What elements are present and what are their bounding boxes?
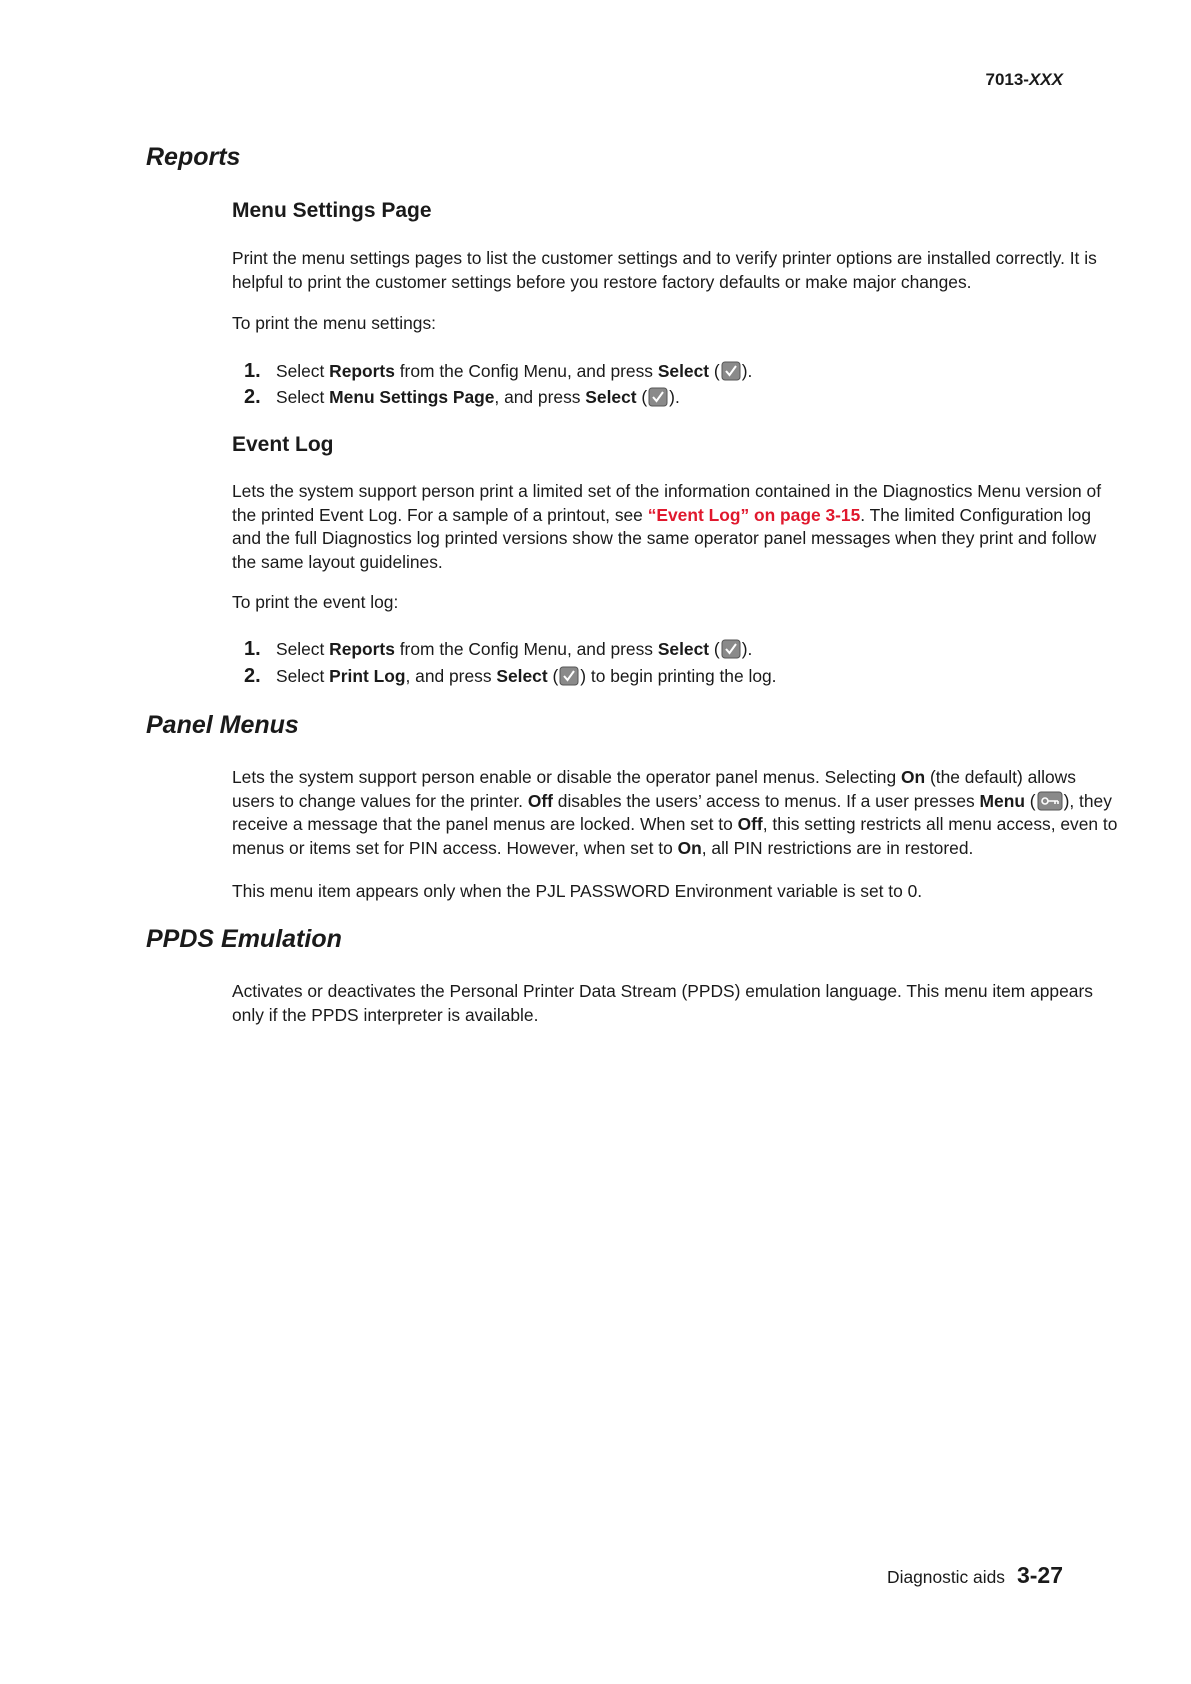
footer-section-label: Diagnostic aids [887, 1567, 1005, 1587]
subsection-title-menu-settings: Menu Settings Page [232, 199, 432, 222]
select-checkmark-icon [721, 361, 741, 381]
event-log-description: Lets the system support person print a limited set of the information contained in the Diagnostics Menu version of the printed Event Log. For a sample of a printout, see “Event Log” on page 3-15. The limited Configuration log and the full Diagnostics log printed versions show the same operator panel messages when they print and follow the same layout guidelines. [232, 481, 1102, 572]
section-title-reports: Reports [146, 143, 241, 171]
event-log-step-1: 1. Select Reports from the Config Menu, and press Select ( ). [244, 638, 753, 660]
event-log-cross-reference-link[interactable]: “Event Log” on page 3-15 [647, 504, 861, 525]
menu-settings-step-1: 1. Select Reports from the Config Menu, and press Select ( ). [244, 360, 753, 382]
menu-settings-lead: To print the menu settings: [232, 313, 436, 333]
select-checkmark-icon [721, 639, 741, 659]
document-id: 7013-XXX [985, 70, 1063, 89]
select-checkmark-icon [648, 387, 668, 407]
section-title-ppds-emulation: PPDS Emulation [146, 925, 342, 953]
menu-key-icon [1037, 791, 1063, 811]
event-log-lead: To print the event log: [232, 592, 399, 612]
page-footer [887, 1562, 1063, 1589]
event-log-step-2: 2. Select Print Log, and press Select ( ) to begin printing the log. [244, 665, 777, 687]
panel-menus-note: This menu item appears only when the PJL PASSWORD Environment variable is set to 0. [232, 881, 923, 901]
menu-settings-step-2: 2. Select Menu Settings Page, and press Select ( ). [244, 386, 680, 408]
page-number: 3-27 [1016, 1562, 1063, 1588]
section-title-panel-menus: Panel Menus [146, 711, 299, 739]
ppds-description: Activates or deactivates the Personal Printer Data Stream (PPDS) emulation language. This menu item appears only if the PPDS interpreter is available. [232, 981, 1093, 1025]
subsection-title-event-log: Event Log [232, 433, 334, 456]
select-checkmark-icon [559, 666, 579, 686]
menu-settings-description: Print the menu settings pages to list the customer settings and to verify printer options are installed correctly. It is helpful to print the customer settings before you restore factory defaults or make major changes. [232, 248, 1097, 292]
panel-menus-description: Lets the system support person enable or disable the operator panel menus. Selecting On (the default) allows users to change values for the printer. Off disables the users’ access to menus. If a user presses Menu ( ), they receive a message that the panel menus are locked. When set to Off, this setting restricts all menu access, even to menus or items set for PIN access. However, when set to On, all PIN restrictions are in restored. [232, 767, 1118, 858]
